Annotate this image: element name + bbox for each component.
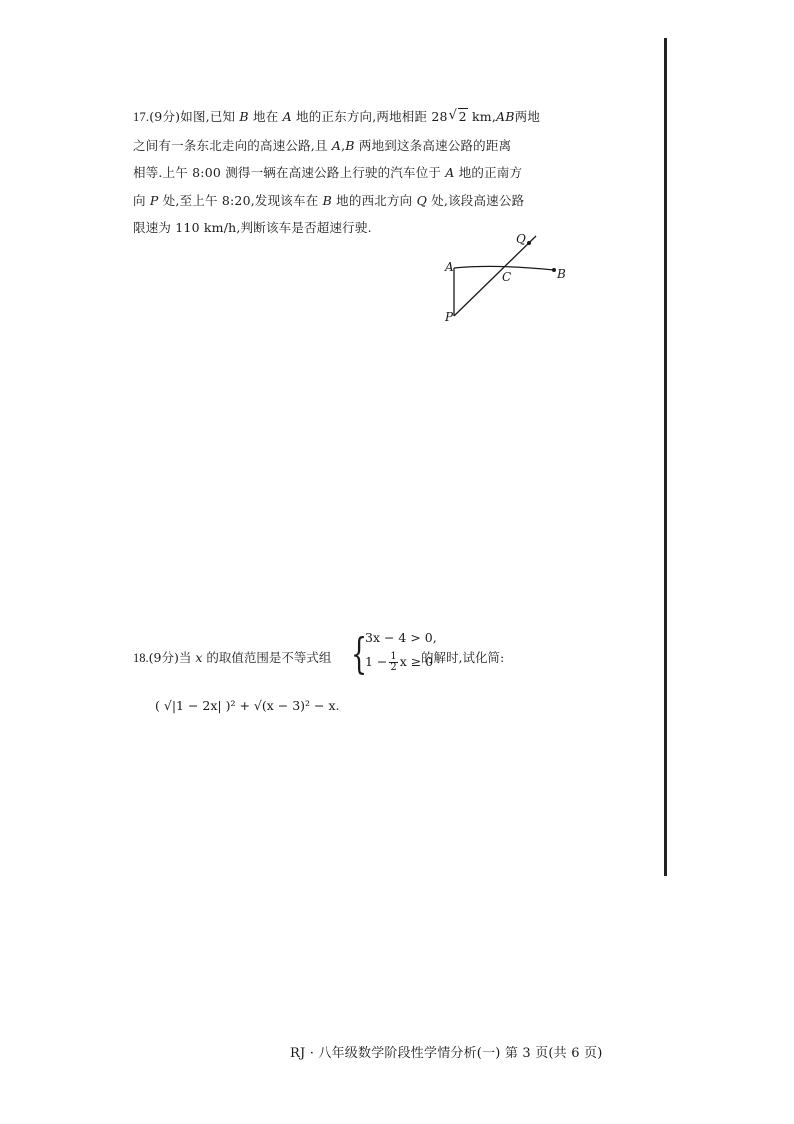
point-q-dot (527, 241, 531, 245)
inequality-1: 3x − 4 > 0, (365, 630, 437, 645)
label-b: B (557, 267, 566, 281)
q18-score: (9分) (148, 650, 179, 665)
q17-text: 处,至上午 8:20,发现该车在 (162, 192, 319, 208)
fraction-denominator: 2 (390, 662, 397, 673)
point-b-ref: B (345, 137, 355, 153)
highway-line (454, 236, 536, 316)
fraction-half (389, 652, 397, 673)
q17-text: 地在 (253, 109, 279, 124)
q17-text: 如图,已知 (180, 109, 236, 124)
q18-number: 18. (133, 651, 149, 665)
q18-text: 当 (178, 650, 192, 665)
point-b-ref: B (239, 109, 249, 124)
point-b-ref: B (322, 192, 332, 208)
point-a-ref: A (331, 137, 342, 153)
q17-text: 向 (133, 192, 146, 208)
variable-x: x (195, 650, 203, 665)
segment-ab-ref: AB (496, 109, 515, 124)
label-p: P (445, 310, 454, 324)
q17-line-4 (133, 187, 603, 215)
sqrt-symbol: √ 2 (448, 108, 467, 124)
q17-line-2 (133, 132, 603, 160)
sqrt-radicand: 2 (458, 109, 467, 124)
q18-tail-text: 的解时,试化简: (421, 650, 505, 665)
q17-text: 两地 (514, 109, 541, 124)
point-b-dot (552, 268, 556, 272)
point-a-ref: A (282, 109, 292, 124)
q17-text: 两地到这条高速公路的距离 (358, 137, 512, 153)
q17-text: 处,该段高速公路 (431, 192, 525, 208)
q18-text: 的取值范围是不等式组 (206, 650, 332, 665)
q17-text: 地的正东方向,两地相距 28 (296, 109, 448, 124)
q17-text: km, (467, 109, 497, 124)
question-17 (133, 103, 603, 242)
q17-text: , (341, 137, 346, 153)
label-q: Q (516, 232, 526, 246)
point-q-ref: Q (416, 192, 428, 208)
q17-text: 地的西北方向 (336, 192, 413, 208)
label-a: A (445, 260, 454, 274)
geometry-figure (436, 230, 576, 330)
page-footer: RJ · 八年级数学阶段性学情分析(一) 第 3 页(共 6 页) (290, 1046, 603, 1061)
q17-number: 17. (133, 110, 150, 124)
system-brace: { (351, 629, 368, 678)
q17-text: 相等.上午 8:00 测得一辆在高速公路上行驶的汽车位于 (133, 165, 442, 180)
q18-stem (133, 648, 331, 668)
q17-text: 限速为 110 km/h,判断该车是否超速行驶. (133, 220, 372, 235)
ineq2-part: x ≥ 0 (399, 654, 434, 669)
fraction-numerator: 1 (390, 651, 397, 662)
page-edge-rule (664, 38, 667, 876)
label-c: C (502, 270, 512, 284)
q17-score: (9分) (149, 109, 181, 124)
ineq2-part: 1 − (365, 654, 388, 669)
q17-line-3 (133, 159, 603, 187)
q18-expression: ( √|1 − 2x| )² + √(x − 3)² − x. (155, 698, 340, 713)
point-a-ref: A (445, 165, 455, 180)
point-p-ref: P (149, 192, 159, 208)
q17-text: 之间有一条东北走向的高速公路,且 (133, 137, 328, 153)
q17-line-1 (133, 103, 603, 132)
q17-text: 地的正南方 (458, 165, 523, 180)
